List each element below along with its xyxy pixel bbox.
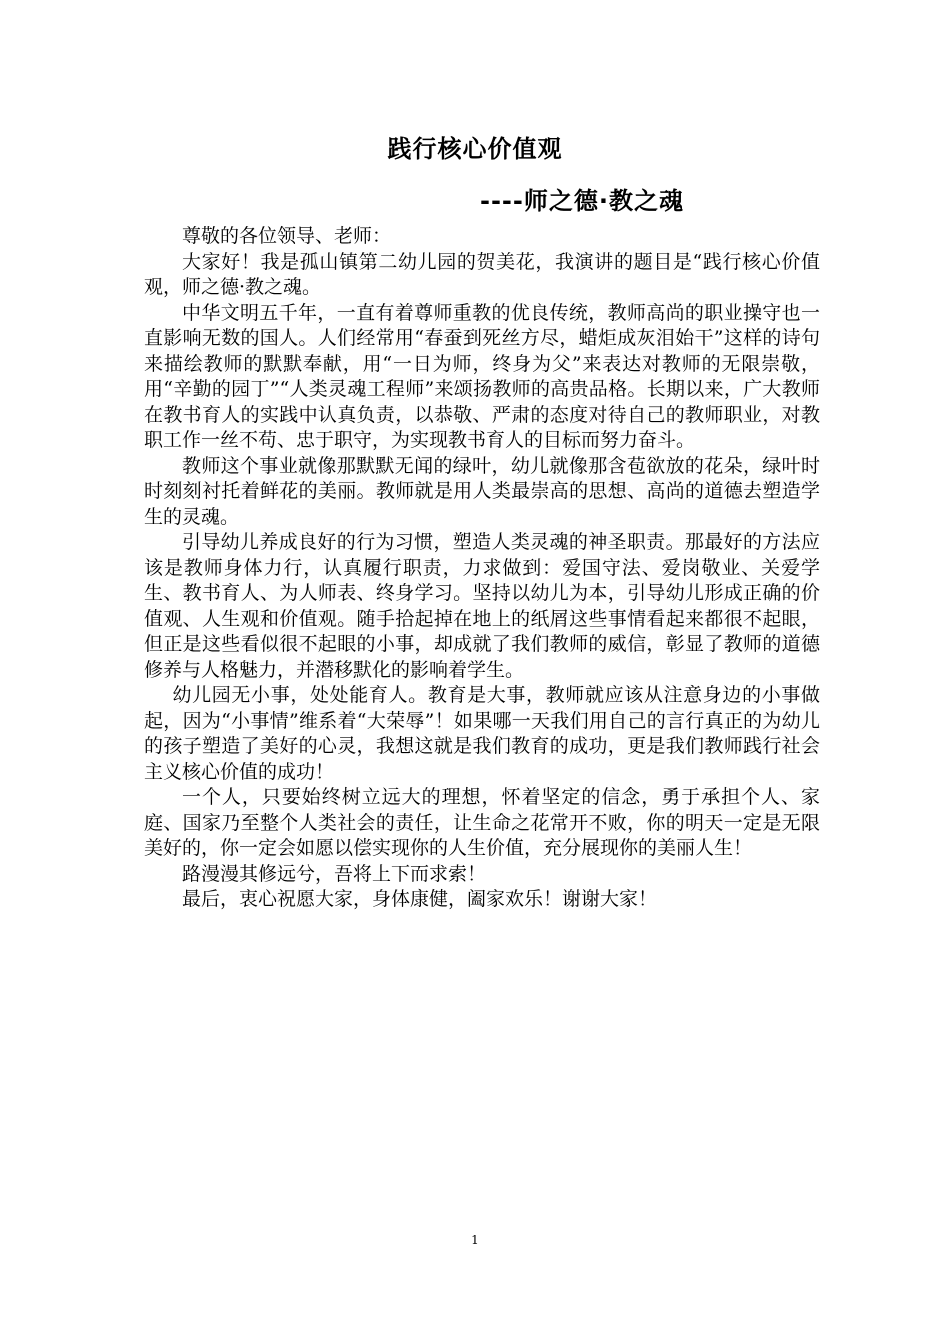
page-number: 1 — [471, 1233, 479, 1247]
paragraph-greeting: 尊敬的各位领导、老师： — [182, 225, 392, 247]
paragraph: 教师这个事业就像那默默无闻的绿叶，幼儿就像那含苞欲放的花朵，绿叶时时刻刻衬托着鲜花的美丽。教师就是用人类最崇高的思想、高尚的道德去塑造学生的灵魂。 — [144, 454, 820, 528]
paragraph: 幼儿园无小事，处处能育人。教育是大事，教师就应该从注意身边的小事做起，因为“小事情”维系着“大荣辱”！如果哪一天我们用自己的言行真正的为幼儿的孩子塑造了美好的心灵，我想这就是我们教育的成功，更是我们教师践行社会主义核心价值的成功！ — [144, 684, 820, 783]
paragraph: 中华文明五千年，一直有着尊师重教的优良传统，教师高尚的职业操守也一直影响无数的国人。人们经常用“春蚕到死丝方尽，蜡炬成灰泪始干”这样的诗句来描绘教师的默默奉献，用“一日为师，终身为父”来表达对教师的无限崇敬，用“辛勤的园丁”“人类灵魂工程师”来颂扬教师的高贵品格。长期以来，广大教师在教书育人的实践中认真负责，以恭敬、严肃的态度对待自己的教师职业，对教职工作一丝不苟、忠于职守，为实现教书育人的目标而努力奋斗。 — [144, 301, 820, 451]
paragraph: 一个人，只要始终树立远大的理想，怀着坚定的信念，勇于承担个人、家庭、国家乃至整个人类社会的责任，让生命之花常开不败，你的明天一定是无限美好的，你一定会如愿以偿实现你的人生价值，充分展现你的美丽人生！ — [144, 786, 820, 859]
document-title: 践行核心价值观 — [387, 135, 563, 163]
paragraph-introduction: 大家好！我是孤山镇第二幼儿园的贺美花，我演讲的题目是“践行核心价值观，师之德·教之魂。 — [144, 250, 820, 298]
paragraph-closing: 最后，衷心祝愿大家，身体康健，阖家欢乐！谢谢大家！ — [182, 888, 658, 910]
paragraph: 引导幼儿养成良好的行为习惯，塑造人类灵魂的神圣职责。那最好的方法应该是教师身体力行，认真履行职责，力求做到：爱国守法、爱岗敬业、关爱学生、教书育人、为人师表、终身学习。坚持以幼儿为本，引导幼儿形成正确的价值观、人生观和价值观。随手拾起掉在地上的纸屑这些事情看起来都很不起眼，但正是这些看似很不起眼的小事，却成就了我们教师的威信，彰显了教师的道德修养与人格魅力，并潜移默化的影响着学生。 — [144, 531, 820, 681]
paragraph-quote: 路漫漫其修远兮，吾将上下而求索！ — [182, 862, 487, 885]
document-subtitle: ----师之德·教之魂 — [480, 187, 684, 215]
document-body — [144, 224, 820, 913]
